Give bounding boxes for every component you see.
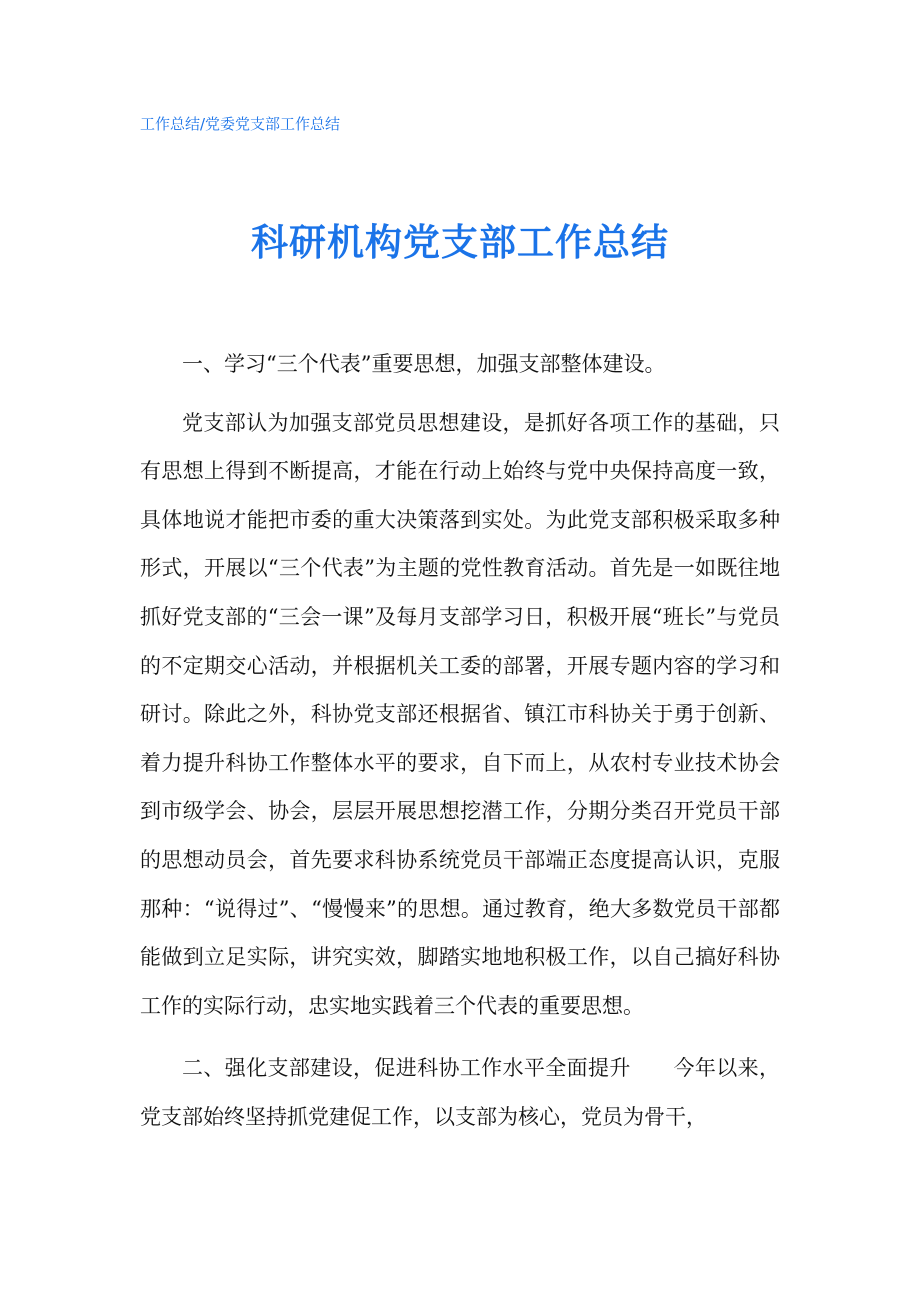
section-heading-1: 一、学习“三个代表”重要思想，加强支部整体建设。: [182, 352, 666, 376]
body-paragraph-1: 党支部认为加强支部党员思想建设，是抓好各项工作的基础，只有思想上得到不断提高，才能在行动上始终与党中央保持高度一致，具体地说才能把市委的重大决策落到实处。为此党支部积极采取多种形式，开展以“三个代表”为主题的党性教育活动。首先是一如既往地抓好党支部的“三会一课”及每月支部学习日，积极开展“班长”与党员的不定期交心活动，并根据机关工委的部署，开展专题内容的学习和研讨。除此之外，科协党支部还根据省、镇江市科协关于勇于创新、着力提升科协工作整体水平的要求，自下而上，从农村专业技术协会到市级学会、协会，层层开展思想挖潜工作，分期分类召开党员干部的思想动员会，首先要求科协系统党员干部端正态度提高认识，克服那种：“说得过”、“慢慢来”的思想。通过教育，绝大多数党员干部都能做到立足实际，讲究实效，脚踏实地地积极工作，以自己搞好科协工作的实际行动，忠实地实践着三个代表的重要思想。: [140, 410, 780, 1018]
section-heading-2: 二、强化支部建设，促进科协工作水平全面提升 今年以来，党支部始终坚持抓党建促工作，以支部为核心，党员为骨干，: [140, 1056, 780, 1129]
document-body: [140, 340, 780, 1156]
page-title: 科研机构党支部工作总结: [251, 221, 669, 264]
breadcrumb[interactable]: 工作总结/党委党支部工作总结: [140, 115, 341, 133]
